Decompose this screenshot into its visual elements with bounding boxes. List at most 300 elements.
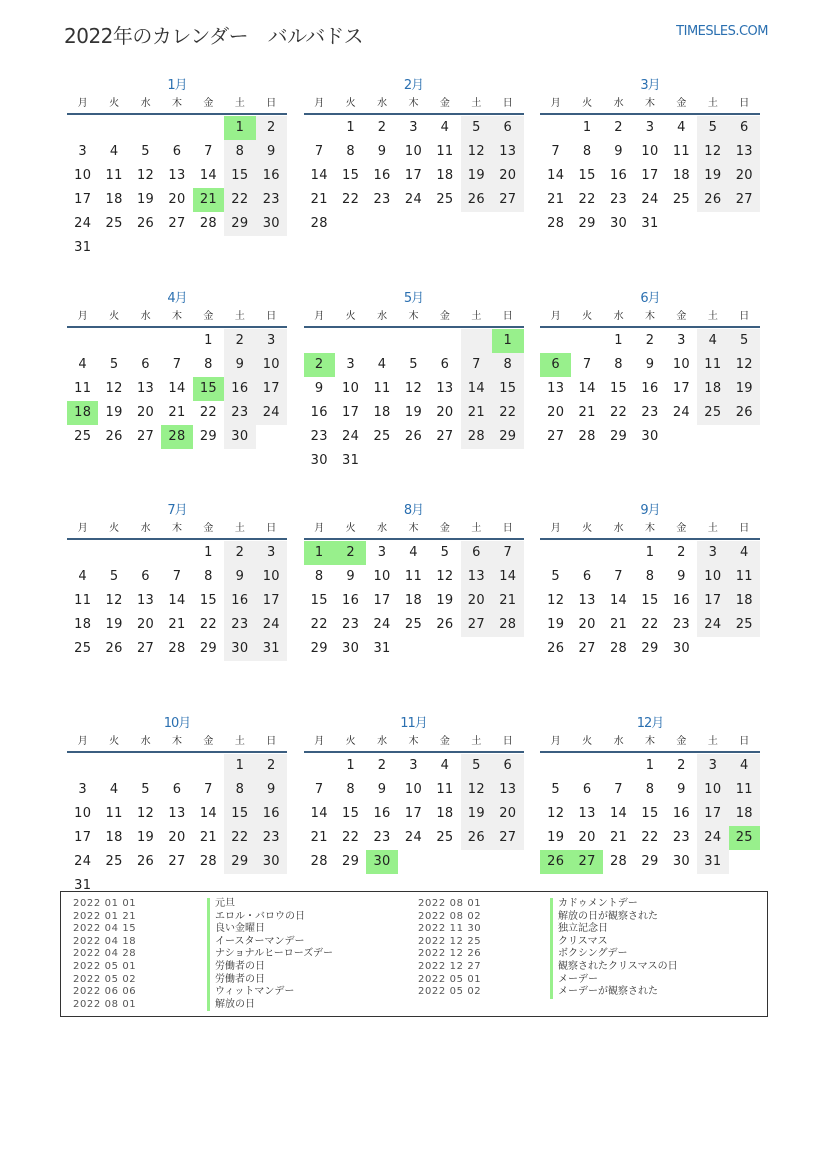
weekday-label: 土: [707, 98, 718, 109]
day-cell: 19: [461, 802, 492, 826]
month-name: 5月: [403, 290, 424, 306]
day-cell: 29: [578, 216, 596, 231]
day-cell: 19: [729, 377, 760, 401]
day-cell: 8: [645, 781, 655, 797]
weekday-label: 日: [739, 98, 750, 109]
weekday-label: 日: [502, 735, 513, 747]
day-cell: 24: [404, 829, 423, 845]
blank-cell: [603, 541, 634, 565]
day-cell: 21: [492, 589, 523, 613]
day-cell: 31: [74, 240, 92, 255]
day-cell: 23: [256, 826, 287, 850]
day-cell: 13: [492, 778, 523, 802]
day-cell: 4: [729, 541, 760, 565]
weekday-label: 火: [582, 735, 593, 747]
day-cell: 5: [729, 329, 760, 353]
weekday-label: 日: [739, 310, 750, 322]
day-cell: 19: [697, 164, 728, 188]
day-cell: 2: [614, 120, 623, 135]
weekday-label: 火: [582, 98, 593, 109]
day-cell: 21: [310, 829, 328, 845]
day-cell: 25: [436, 829, 454, 845]
holiday-day-cell: 6: [540, 353, 571, 377]
weekday-label: 水: [140, 735, 151, 747]
day-cell: 18: [373, 404, 391, 420]
day-cell: 27: [578, 641, 596, 656]
month-name: 12月: [636, 715, 664, 731]
weekday-label: 金: [203, 98, 214, 109]
day-cell: 4: [377, 356, 387, 372]
weekday-label: 日: [502, 98, 513, 109]
weekday-header: [304, 517, 524, 540]
day-cell: 13: [729, 140, 760, 164]
day-cell: 4: [440, 757, 450, 773]
day-cell: 11: [436, 144, 454, 159]
day-cell: 16: [256, 164, 287, 188]
day-cell: 5: [409, 356, 418, 372]
day-cell: 30: [609, 216, 628, 231]
weekday-label: 火: [345, 735, 356, 747]
month-name: 9月: [640, 503, 660, 518]
weekday-label: 日: [502, 310, 513, 322]
blank-cell: [571, 541, 602, 565]
day-cell: 31: [373, 641, 391, 656]
day-cell: 13: [436, 380, 454, 396]
day-cell: 6: [440, 356, 450, 372]
day-cell: 12: [729, 353, 760, 377]
day-cell: 5: [551, 781, 560, 797]
day-cell: 30: [641, 428, 659, 444]
day-cell: 27: [136, 428, 155, 444]
day-cell: 22: [199, 404, 217, 420]
blank-cell: [571, 329, 602, 353]
day-cell: 6: [492, 754, 523, 778]
day-cell: 19: [404, 404, 423, 420]
day-cell: 14: [310, 168, 328, 183]
blank-cell: [98, 329, 129, 353]
day-cell: 6: [172, 144, 182, 159]
day-cell: 25: [74, 641, 92, 656]
day-cell: 2: [256, 116, 287, 140]
day-cell: 26: [461, 188, 492, 212]
weekday-header: [67, 92, 287, 115]
holiday-name: 良い金曜日: [207, 923, 333, 936]
day-cell: 10: [672, 356, 690, 372]
day-cell: 6: [729, 116, 760, 140]
day-cell: 15: [224, 164, 255, 188]
blank-cell: [161, 329, 192, 353]
weekday-label: 水: [140, 310, 151, 322]
day-cell: 10: [74, 168, 92, 183]
day-cell: 19: [436, 593, 454, 608]
day-cell: 21: [609, 617, 628, 632]
day-cell: 20: [168, 829, 186, 845]
holiday-name: メーデーが観察された: [550, 986, 678, 999]
day-cell: 2: [377, 120, 387, 135]
month-3: [540, 74, 760, 287]
holiday-names-right: [550, 898, 678, 999]
day-cell: 23: [672, 617, 690, 632]
day-cell: 27: [492, 826, 523, 850]
holiday-date: 2022 12 27: [418, 960, 482, 972]
day-cell: 28: [199, 853, 217, 869]
blank-cell: [540, 329, 571, 353]
month-7: [67, 499, 287, 712]
day-cell: 24: [342, 428, 360, 444]
day-cell: 24: [404, 192, 423, 207]
day-cell: 3: [346, 356, 355, 372]
day-grid: [304, 116, 524, 236]
day-cell: 20: [578, 829, 596, 845]
month-name: 3月: [640, 78, 660, 93]
day-cell: 20: [136, 617, 155, 632]
day-cell: 23: [373, 192, 391, 207]
weekday-label: 土: [471, 98, 482, 109]
day-cell: 7: [204, 781, 213, 797]
day-cell: 4: [409, 545, 418, 560]
weekday-label: 金: [203, 523, 214, 534]
day-cell: 17: [373, 593, 391, 608]
day-cell: 24: [672, 404, 690, 420]
holiday-day-cell: 28: [161, 425, 192, 449]
day-cell: 5: [461, 116, 492, 140]
weekday-label: 金: [439, 310, 450, 322]
day-cell: 16: [373, 168, 391, 183]
weekday-label: 火: [109, 523, 120, 534]
weekday-label: 月: [77, 735, 88, 747]
day-cell: 5: [551, 569, 560, 584]
day-cell: 27: [168, 216, 186, 231]
day-cell: 30: [256, 212, 287, 236]
day-cell: 29: [641, 641, 659, 656]
weekday-header: [67, 730, 287, 753]
day-cell: 18: [74, 617, 92, 632]
weekday-label: 金: [676, 98, 687, 109]
day-cell: 8: [582, 144, 592, 159]
holiday-day-cell: 1: [492, 329, 523, 353]
day-cell: 1: [645, 545, 655, 560]
holiday-day-cell: 26: [540, 850, 571, 874]
weekday-label: 水: [613, 98, 624, 109]
day-cell: 19: [136, 829, 155, 845]
day-cell: 13: [547, 380, 565, 396]
holiday-day-cell: 18: [67, 401, 98, 425]
day-cell: 31: [256, 637, 287, 661]
holiday-date: 2022 08 02: [418, 910, 482, 922]
day-cell: 9: [314, 380, 324, 396]
day-cell: 7: [551, 144, 560, 159]
day-cell: 5: [440, 545, 450, 560]
day-cell: 30: [256, 850, 287, 874]
weekday-header: [540, 730, 760, 753]
day-cell: 1: [204, 545, 213, 560]
day-cell: 6: [582, 569, 592, 584]
day-cell: 25: [436, 192, 454, 207]
day-cell: 26: [547, 641, 565, 656]
day-cell: 7: [614, 781, 623, 797]
day-cell: 21: [168, 404, 186, 420]
day-cell: 4: [697, 329, 728, 353]
day-cell: 22: [310, 617, 328, 632]
holiday-name: カドゥメントデー: [550, 898, 678, 911]
day-cell: 26: [697, 188, 728, 212]
blank-cell: [67, 754, 98, 778]
blank-cell: [161, 541, 192, 565]
day-cell: 5: [109, 569, 119, 584]
holiday-name: 観察されたクリスマスの日: [550, 961, 678, 974]
day-cell: 15: [609, 380, 628, 396]
day-grid: [304, 329, 524, 473]
holiday-name: エロル・バロウの日: [207, 911, 333, 924]
holiday-date: 2022 04 15: [73, 923, 137, 935]
weekday-label: 火: [109, 735, 120, 747]
day-cell: 22: [492, 401, 523, 425]
day-cell: 29: [224, 212, 255, 236]
day-cell: 26: [105, 428, 123, 444]
day-cell: 14: [492, 565, 523, 589]
day-cell: 23: [672, 829, 690, 845]
day-cell: 12: [436, 569, 454, 584]
day-cell: 27: [436, 428, 454, 444]
day-cell: 4: [729, 754, 760, 778]
blank-cell: [98, 541, 129, 565]
day-cell: 28: [609, 853, 628, 869]
weekday-label: 金: [439, 98, 450, 109]
day-cell: 20: [578, 617, 596, 632]
blank-cell: [461, 329, 492, 353]
holiday-date: 2022 05 02: [418, 986, 482, 998]
weekday-label: 土: [234, 523, 245, 534]
day-cell: 10: [74, 805, 92, 821]
weekday-label: 日: [266, 523, 277, 534]
day-cell: 23: [373, 829, 391, 845]
weekday-label: 木: [171, 735, 182, 747]
holiday-day-cell: 21: [193, 188, 224, 212]
day-cell: 28: [310, 853, 328, 869]
day-grid: [540, 541, 760, 661]
day-cell: 11: [404, 569, 423, 584]
day-cell: 16: [641, 380, 659, 396]
day-cell: 9: [614, 144, 623, 159]
day-cell: 31: [74, 877, 92, 893]
weekday-header: [67, 517, 287, 540]
day-cell: 12: [105, 593, 123, 608]
day-cell: 7: [172, 356, 182, 372]
day-cell: 13: [461, 565, 492, 589]
weekday-label: 木: [644, 735, 655, 747]
day-cell: 21: [461, 401, 492, 425]
day-cell: 19: [547, 617, 565, 632]
day-cell: 12: [697, 140, 728, 164]
day-cell: 7: [614, 569, 623, 584]
holiday-dates-left: [73, 898, 136, 1011]
day-cell: 15: [342, 168, 360, 183]
weekday-label: 火: [109, 98, 120, 109]
day-grid: [540, 116, 760, 236]
weekday-label: 月: [314, 98, 325, 109]
day-cell: 26: [136, 853, 155, 869]
blank-cell: [67, 541, 98, 565]
day-cell: 19: [105, 404, 123, 420]
day-cell: 24: [256, 401, 287, 425]
day-cell: 1: [582, 120, 592, 135]
day-cell: 12: [461, 140, 492, 164]
day-grid: [540, 329, 760, 449]
day-cell: 28: [609, 641, 628, 656]
day-cell: 27: [729, 188, 760, 212]
day-cell: 12: [136, 168, 155, 183]
day-cell: 29: [199, 428, 217, 444]
blank-cell: [603, 754, 634, 778]
weekday-label: 水: [377, 98, 388, 109]
day-cell: 12: [547, 805, 565, 821]
day-cell: 3: [409, 120, 418, 135]
day-cell: 10: [342, 380, 360, 396]
day-cell: 25: [105, 216, 123, 231]
day-cell: 27: [461, 613, 492, 637]
day-cell: 10: [697, 565, 728, 589]
weekday-label: 水: [377, 310, 388, 322]
weekday-label: 月: [550, 310, 561, 322]
day-cell: 3: [256, 329, 287, 353]
weekday-label: 土: [471, 735, 482, 747]
day-cell: 15: [492, 377, 523, 401]
day-cell: 1: [204, 332, 213, 348]
day-cell: 24: [697, 826, 728, 850]
weekday-label: 月: [314, 735, 325, 747]
day-cell: 3: [677, 332, 686, 348]
day-cell: 26: [729, 401, 760, 425]
holiday-name: 労働者の日: [207, 974, 333, 987]
day-cell: 8: [346, 144, 355, 159]
day-cell: 14: [578, 380, 596, 396]
day-cell: 19: [461, 164, 492, 188]
day-cell: 16: [672, 805, 690, 821]
day-cell: 14: [609, 805, 628, 821]
weekday-label: 金: [676, 310, 687, 322]
month-name: 8月: [403, 503, 424, 518]
day-cell: 30: [224, 425, 255, 449]
blank-cell: [98, 754, 129, 778]
holiday-date: 2022 04 28: [73, 948, 137, 960]
holiday-name: ウィットマンデー: [207, 986, 333, 999]
holiday-date: 2022 05 02: [73, 973, 137, 985]
day-cell: 17: [697, 802, 728, 826]
day-cell: 20: [168, 192, 186, 207]
day-cell: 30: [342, 641, 360, 656]
day-cell: 31: [697, 850, 728, 874]
day-cell: 11: [105, 805, 123, 821]
day-cell: 1: [614, 332, 623, 348]
day-cell: 26: [136, 216, 155, 231]
weekday-label: 月: [77, 523, 88, 534]
month-name: 2月: [403, 78, 424, 93]
day-cell: 15: [199, 593, 217, 608]
blank-cell: [130, 116, 161, 140]
weekday-label: 水: [140, 98, 151, 109]
day-cell: 8: [224, 140, 255, 164]
day-cell: 10: [373, 569, 391, 584]
holiday-name: イースターマンデー: [207, 936, 333, 949]
day-cell: 24: [697, 613, 728, 637]
holiday-name: 労働者の日: [207, 961, 333, 974]
holiday-date: 2022 11 30: [418, 923, 482, 935]
day-cell: 16: [224, 589, 255, 613]
month-8: [304, 499, 524, 712]
day-cell: 9: [224, 353, 255, 377]
day-cell: 28: [578, 428, 596, 444]
day-cell: 23: [224, 401, 255, 425]
day-cell: 12: [404, 380, 423, 396]
day-cell: 22: [224, 188, 255, 212]
day-cell: 11: [105, 168, 123, 183]
day-cell: 4: [109, 144, 119, 159]
weekday-label: 土: [707, 310, 718, 322]
holiday-day-cell: 15: [193, 377, 224, 401]
site-logo-text[interactable]: TIMESLES.COM: [676, 24, 768, 39]
day-cell: 16: [310, 404, 328, 420]
blank-cell: [98, 116, 129, 140]
day-cell: 9: [377, 781, 387, 797]
month-name: 11月: [400, 715, 427, 731]
day-cell: 25: [697, 401, 728, 425]
day-cell: 20: [136, 404, 155, 420]
day-cell: 8: [224, 778, 255, 802]
weekday-label: 水: [613, 310, 624, 322]
day-cell: 15: [641, 593, 659, 608]
month-9: [540, 499, 760, 712]
day-cell: 13: [136, 380, 155, 396]
weekday-label: 火: [109, 310, 120, 322]
blank-cell: [335, 329, 366, 353]
day-cell: 18: [105, 192, 123, 207]
day-cell: 20: [461, 589, 492, 613]
weekday-label: 木: [171, 310, 182, 322]
day-cell: 5: [697, 116, 728, 140]
weekday-label: 日: [266, 98, 277, 109]
day-cell: 20: [492, 164, 523, 188]
day-cell: 11: [373, 380, 391, 396]
day-cell: 9: [677, 569, 686, 584]
day-cell: 1: [224, 754, 255, 778]
day-cell: 1: [346, 120, 355, 135]
day-cell: 3: [697, 541, 728, 565]
holiday-day-cell: 25: [729, 826, 760, 850]
weekday-label: 日: [739, 735, 750, 747]
day-cell: 28: [492, 613, 523, 637]
day-cell: 7: [461, 353, 492, 377]
day-cell: 5: [109, 356, 119, 372]
day-cell: 19: [547, 829, 565, 845]
holiday-day-cell: 2: [304, 353, 335, 377]
day-grid: [540, 754, 760, 874]
day-cell: 8: [492, 353, 523, 377]
day-cell: 15: [641, 805, 659, 821]
day-cell: 30: [672, 641, 690, 656]
weekday-label: 土: [707, 523, 718, 534]
day-cell: 11: [74, 593, 92, 608]
day-cell: 12: [461, 778, 492, 802]
blank-cell: [193, 754, 224, 778]
day-cell: 16: [373, 805, 391, 821]
holiday-name: クリスマス: [550, 936, 678, 949]
day-cell: 3: [697, 754, 728, 778]
holiday-date: 2022 04 18: [73, 935, 137, 947]
day-cell: 28: [310, 216, 328, 231]
day-cell: 10: [404, 144, 423, 159]
day-cell: 22: [224, 826, 255, 850]
day-cell: 25: [404, 617, 423, 632]
